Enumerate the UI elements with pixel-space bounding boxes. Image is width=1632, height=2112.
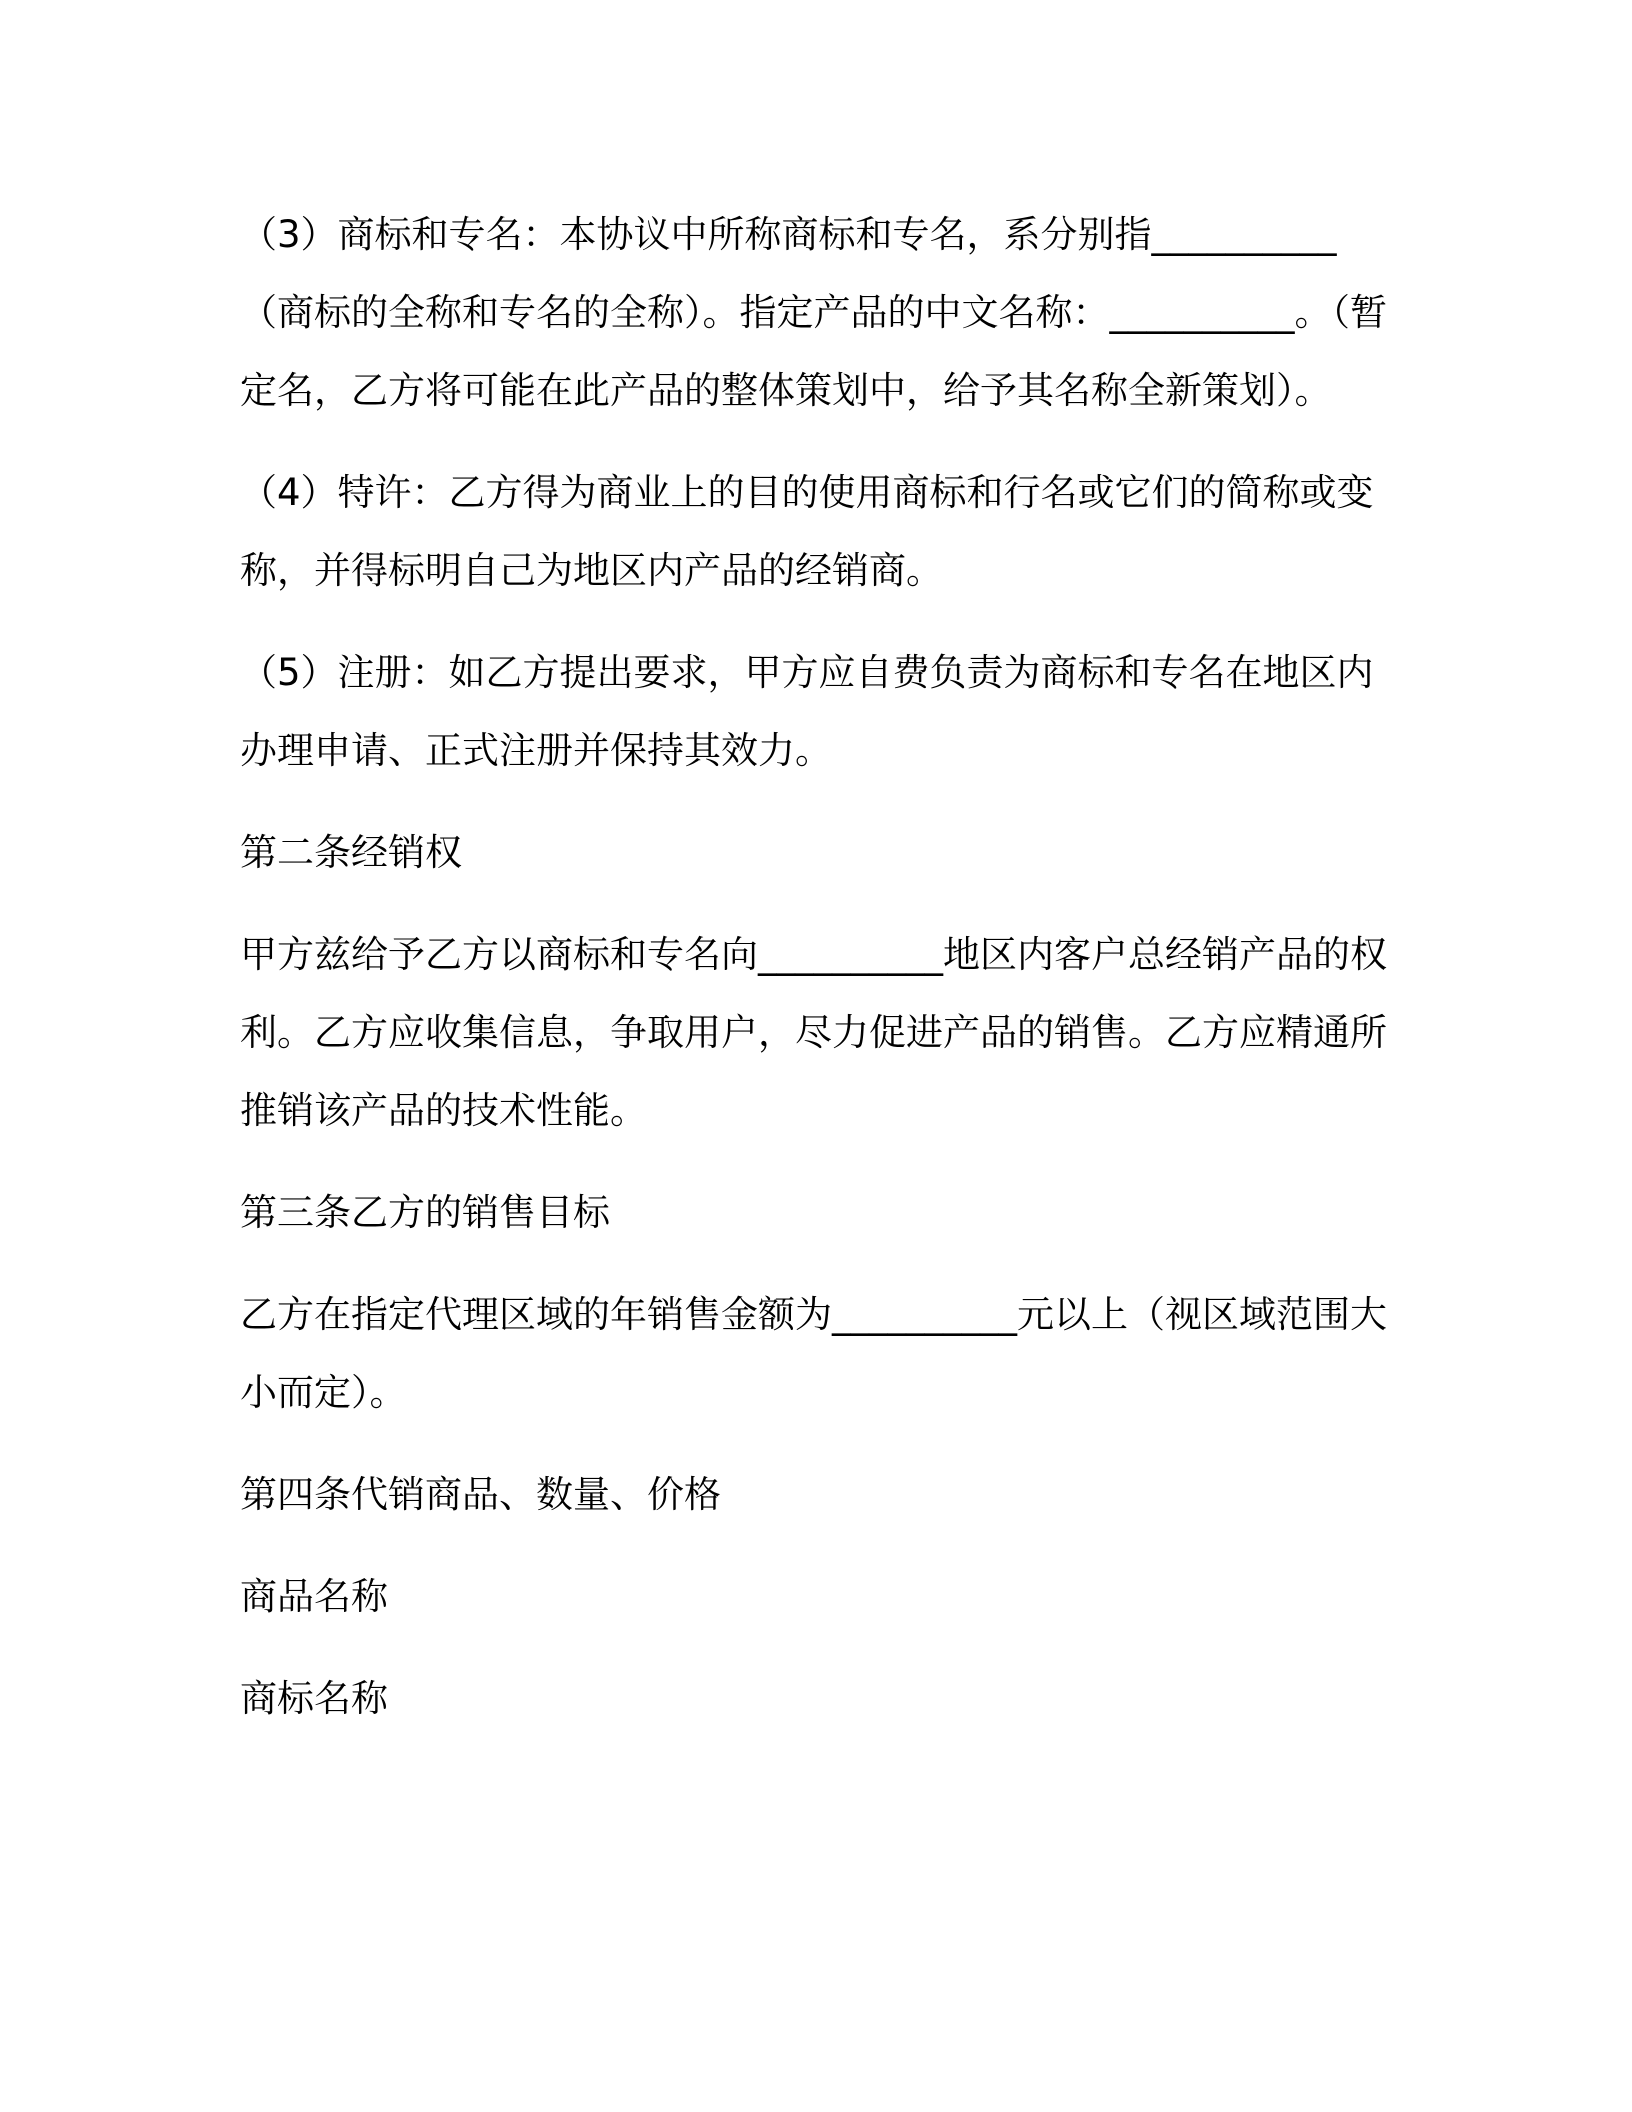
- article-4-heading: 第四条代销商品、数量、价格: [240, 1473, 721, 1516]
- trademark-name-label: 商标名称: [240, 1677, 388, 1720]
- clause-5-registration: （5）注册：如乙方提出要求，甲方应自费负责为商标和专名在地区内办理申请、正式注册并保持其效力。: [240, 651, 1374, 772]
- product-name-label: 商品名称: [240, 1575, 388, 1618]
- article-2-heading: 第二条经销权: [240, 831, 462, 874]
- article-3-heading: 第三条乙方的销售目标: [240, 1191, 610, 1234]
- clause-3-trademark: （3）商标和专名：本协议中所称商标和专名，系分别指__________（商标的全称和专名的全称）。指定产品的中文名称：__________。（暂定名，乙方将可能在此产品的整体策划中，给予其名称全新策划）。: [240, 213, 1387, 412]
- clause-4-license: （4）特许：乙方得为商业上的目的使用商标和行名或它们的简称或变称，并得标明自己为地区内产品的经销商。: [240, 471, 1374, 592]
- article-2-body: 甲方兹给予乙方以商标和专名向__________地区内客户总经销产品的权利。乙方应收集信息，争取用户，尽力促进产品的销售。乙方应精通所推销该产品的技术性能。: [240, 933, 1387, 1132]
- article-3-body: 乙方在指定代理区域的年销售金额为__________元以上（视区域范围大小而定）。: [240, 1293, 1387, 1414]
- document-page: [240, 196, 1390, 1762]
